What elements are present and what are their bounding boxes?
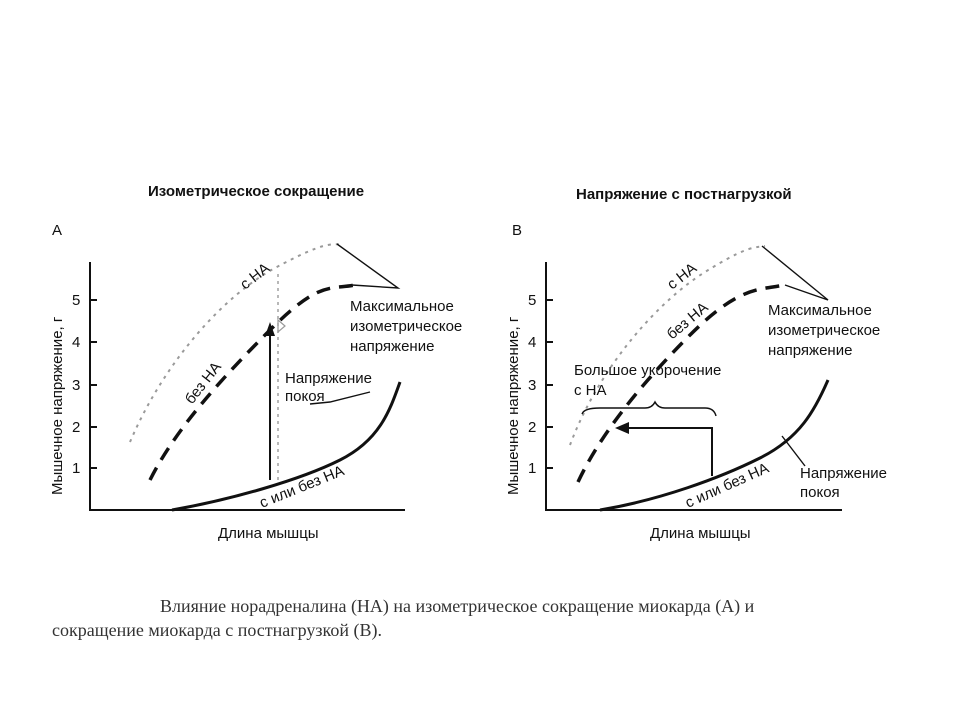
panel-a-max-pointer xyxy=(337,244,398,288)
panel-a-label-both: с или без НА xyxy=(257,462,347,512)
panel-b-shortening-line2: с НА xyxy=(574,382,607,399)
panel-a-ylabel: Мышечное напряжение, г xyxy=(49,316,66,495)
panel-b-ylabel: Мышечное напряжение, г xyxy=(505,316,522,495)
panel-b xyxy=(505,186,887,542)
panel-a-arrow-head xyxy=(265,322,275,336)
panel-a-label-without-na: без НА xyxy=(181,358,225,408)
panel-b-afterload-arrow-head xyxy=(615,422,629,434)
panel-b-ytick-label-3: 3 xyxy=(528,377,537,394)
panel-a xyxy=(49,183,462,542)
panel-a-max-line1: Максимальное xyxy=(350,298,454,315)
panel-b-max-pointer xyxy=(762,246,828,300)
panel-b-letter: B xyxy=(512,222,523,239)
panel-b-shortening-line1: Большое укорочение xyxy=(574,362,722,379)
panel-b-rest-line1: Напряжение xyxy=(800,465,887,482)
panel-b-label-with-na: с НА xyxy=(663,259,701,294)
panel-a-ytick-label-5: 5 xyxy=(72,292,81,309)
caption-line1: Влияние норадреналина (НА) на изометрическое сокращение миокарда (А) и xyxy=(160,596,755,616)
panel-b-max-line2: изометрическое xyxy=(768,322,881,339)
panel-b-xlabel: Длина мышцы xyxy=(650,525,751,542)
panel-b-max-line3: напряжение xyxy=(768,342,853,359)
panel-a-max-line3: напряжение xyxy=(350,338,435,355)
panel-a-yticks xyxy=(72,292,97,477)
panel-b-ytick-label-4: 4 xyxy=(528,334,537,351)
panel-b-title: Напряжение с постнагрузкой xyxy=(576,186,792,203)
panel-b-rest-line2: покоя xyxy=(800,484,840,501)
panel-a-max-line2: изометрическое xyxy=(350,318,463,335)
caption-line2: сокращение миокарда с постнагрузкой (В). xyxy=(52,620,382,640)
panel-b-brace xyxy=(582,402,716,416)
panel-b-ytick-label-5: 5 xyxy=(528,292,537,309)
panel-a-letter: A xyxy=(52,222,63,239)
panel-b-ytick-label-1: 1 xyxy=(528,460,537,477)
panel-b-label-both: с или без НА xyxy=(682,459,772,512)
panel-b-rest-pointer xyxy=(782,436,805,466)
panel-a-small-arrow-head xyxy=(278,320,285,332)
panel-a-ytick-label-2: 2 xyxy=(72,419,81,436)
panel-a-xlabel: Длина мышцы xyxy=(218,525,319,542)
panel-a-ytick-label-4: 4 xyxy=(72,334,81,351)
panel-a-title: Изометрическое сокращение xyxy=(148,183,365,200)
panel-b-afterload-arrow xyxy=(628,428,712,476)
panel-a-rest-line2: покоя xyxy=(285,388,325,405)
panel-a-ytick-label-1: 1 xyxy=(72,460,81,477)
panel-b-label-without-na: без НА xyxy=(663,298,712,344)
panel-a-label-with-na: с НА xyxy=(236,259,274,294)
panel-a-ytick-label-3: 3 xyxy=(72,377,81,394)
panel-a-curve-with-na xyxy=(130,244,340,442)
panel-a-rest-line1: Напряжение xyxy=(285,370,372,387)
panel-b-ytick-label-2: 2 xyxy=(528,419,537,436)
panel-b-yticks xyxy=(528,292,553,477)
panel-b-max-line1: Максимальное xyxy=(768,302,872,319)
